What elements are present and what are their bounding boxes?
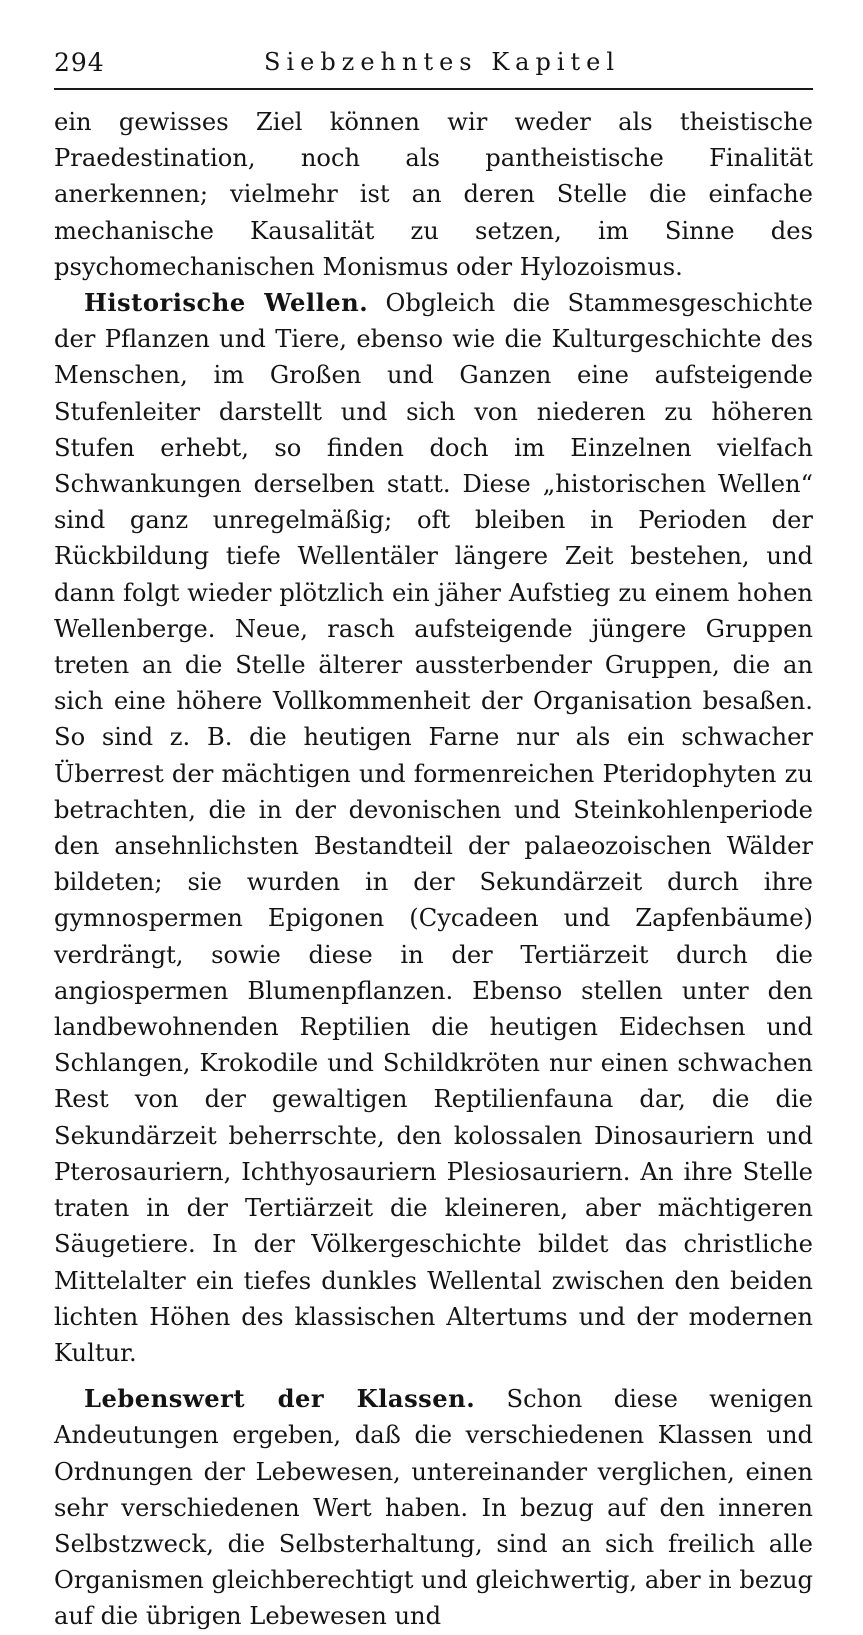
section-heading: Historische Wellen. xyxy=(84,288,369,318)
paragraph-historische-wellen xyxy=(54,285,813,1371)
paragraph-text: ein gewisses Ziel können wir weder als theistische Praedestination, noch als pantheistische Finalität anerkennen; vielmehr ist an deren Stelle die einfache mechanische Kausalität zu setzen, im Sinne des psychomechanischen Monismus oder Hylozoismus. xyxy=(54,108,813,281)
running-head xyxy=(54,48,813,90)
chapter-title: Siebzehntes Kapitel xyxy=(264,48,621,76)
paragraph-continuation xyxy=(54,104,813,285)
section-heading: Lebenswert der Klassen. xyxy=(84,1384,476,1414)
body-text xyxy=(54,104,813,1635)
page-number: 294 xyxy=(54,48,105,77)
paragraph-text: Schon diese wenigen Andeutungen ergeben, daß die verschiedenen Klassen und Ordnungen der Lebewesen, untereinander verglichen, einen sehr verschiedenen Wert haben. In bezug auf den inneren Selbstzweck, die Selbsterhaltung, sind an sich freilich alle Organismen gleichberechtigt und gleichwertig, aber in bezug auf die übrigen Lebewesen und xyxy=(54,1385,813,1631)
paragraph-text: Obgleich die Stammesgeschichte der Pflanzen und Tiere, ebenso wie die Kulturgeschichte des Menschen, im Großen und Ganzen eine aufsteigende Stufenleiter darstellt und sich von niederen zu höheren Stufen erhebt, so finden doch im Einzelnen vielfach Schwankungen derselben statt. Diese „historischen Wellen“ sind ganz unregelmäßig; oft bleiben in Perioden der Rückbildung tiefe Wellentäler längere Zeit bestehen, und dann folgt wieder plötzlich ein jäher Aufstieg zu einem hohen Wellenberge. Neue, rasch aufsteigende jüngere Gruppen treten an die Stelle älterer aussterbender Gruppen, die an sich eine höhere Vollkommenheit der Organisation besaßen. So sind z. B. die heutigen Farne nur als ein schwacher Überrest der mächtigen und formenreichen Pteridophyten zu betrachten, die in der devonischen und Steinkohlenperiode den ansehnlichsten Bestandteil der palaeozoischen Wälder bildeten; sie wurden in der Sekundärzeit durch ihre gymnospermen Epigonen (Cycadeen und Zapfenbäume) verdrängt, sowie diese in der Tertiärzeit durch die angiospermen Blumenpflanzen. Ebenso stellen unter den landbewohnenden Reptilien die heutigen Eidechsen und Schlangen, Krokodile und Schildkröten nur einen schwachen Rest von der gewaltigen Reptilienfauna dar, die die Sekundärzeit beherrschte, den kolossalen Dinosauriern und Pterosauriern, Ichthyosauriern Plesiosauriern. An ihre Stelle traten in der Tertiärzeit die kleineren, aber mächtigeren Säugetiere. In der Völkergeschichte bildet das christliche Mittelalter ein tiefes dunkles Wellental zwischen den beiden lichten Höhen des klassischen Altertums und der modernen Kultur. xyxy=(54,289,813,1367)
paragraph-lebenswert xyxy=(54,1381,813,1634)
